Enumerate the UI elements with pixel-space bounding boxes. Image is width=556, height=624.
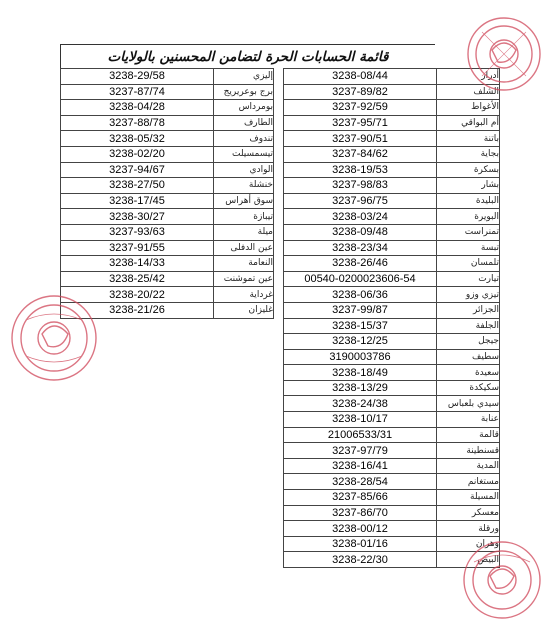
wilaya-name: عنابة [437, 412, 500, 428]
table-row [61, 240, 274, 256]
wilaya-name: الأغواط [437, 100, 500, 116]
table-row [61, 100, 274, 116]
wilaya-name: خنشلة [214, 178, 274, 194]
table-row [284, 271, 500, 287]
account-number: 3237-99/87 [284, 302, 437, 318]
account-number: 21006533/31 [284, 427, 437, 443]
wilaya-name: تيبازة [214, 209, 274, 225]
account-number: 3238-20/22 [61, 287, 214, 303]
account-number: 3237-84/62 [284, 146, 437, 162]
account-number: 3238-21/26 [61, 302, 214, 318]
wilaya-name: بومرداس [214, 100, 274, 116]
table-row [61, 209, 274, 225]
wilaya-name: النعامة [214, 256, 274, 272]
wilaya-name: برج بوعريريج [214, 84, 274, 100]
table-row [284, 256, 500, 272]
wilaya-name: بشار [437, 178, 500, 194]
account-number: 3238-17/45 [61, 193, 214, 209]
account-number: 3238-23/34 [284, 240, 437, 256]
wilaya-name: البليدة [437, 193, 500, 209]
wilaya-name: تيسمسيلت [214, 146, 274, 162]
account-number: 3238-30/27 [61, 209, 214, 225]
account-number: 3238-14/33 [61, 256, 214, 272]
wilaya-name: سطيف [437, 349, 500, 365]
account-number: 3190003786 [284, 349, 437, 365]
table-row [284, 334, 500, 350]
account-number: 3237-95/71 [284, 115, 437, 131]
account-number: 3238-24/38 [284, 396, 437, 412]
wilaya-name: تبسة [437, 240, 500, 256]
wilaya-name: الجزائر [437, 302, 500, 318]
account-number: 3238-18/49 [284, 365, 437, 381]
table-row [284, 162, 500, 178]
wilaya-name: المدية [437, 458, 500, 474]
table-row [284, 224, 500, 240]
wilaya-name: أدرار [437, 69, 500, 85]
wilaya-name: تندوف [214, 131, 274, 147]
account-number: 3237-91/55 [61, 240, 214, 256]
wilaya-name: الشلف [437, 84, 500, 100]
account-number: 3237-97/79 [284, 443, 437, 459]
wilaya-name: تمنراست [437, 224, 500, 240]
official-seal-icon [448, 532, 552, 620]
wilaya-name: سوق أهراس [214, 193, 274, 209]
account-number: 3237-86/70 [284, 505, 437, 521]
account-number: 3238-26/46 [284, 256, 437, 272]
table-row [284, 209, 500, 225]
wilaya-name: عين تموشنت [214, 271, 274, 287]
wilaya-name: قالمة [437, 427, 500, 443]
accounts-table-right-body [284, 69, 500, 568]
wilaya-name: مستغانم [437, 474, 500, 490]
wilaya-name: سيدي بلعباس [437, 396, 500, 412]
account-number: 3237-87/74 [61, 84, 214, 100]
wilaya-name: سعيدة [437, 365, 500, 381]
table-row [284, 412, 500, 428]
account-number: 3238-01/16 [284, 536, 437, 552]
wilaya-name: بجاية [437, 146, 500, 162]
table-row [284, 178, 500, 194]
table-row [61, 162, 274, 178]
account-number: 3238-04/28 [61, 100, 214, 116]
wilaya-name: تيزي وزو [437, 287, 500, 303]
account-number: 3237-89/82 [284, 84, 437, 100]
account-number: 3237-88/78 [61, 115, 214, 131]
table-row [284, 146, 500, 162]
wilaya-name: تيارت [437, 271, 500, 287]
wilaya-name: بسكرة [437, 162, 500, 178]
wilaya-name: ورقلة [437, 521, 500, 537]
account-number: 3237-94/67 [61, 162, 214, 178]
account-number: 3237-96/75 [284, 193, 437, 209]
wilaya-name: البيض [437, 552, 500, 568]
account-number: 3238-02/20 [61, 146, 214, 162]
table-row [284, 505, 500, 521]
wilaya-name: معسكر [437, 505, 500, 521]
document-title: قائمة الحسابات الحرة لتضامن المحسنين بالولايات [60, 44, 435, 69]
accounts-table-left-body [61, 69, 274, 319]
account-number: 3238-09/48 [284, 224, 437, 240]
account-number: 3238-10/17 [284, 412, 437, 428]
table-row [284, 115, 500, 131]
table-row [61, 271, 274, 287]
account-number: 3238-00/12 [284, 521, 437, 537]
wilaya-name: غليزان [214, 302, 274, 318]
wilaya-name: قسنطينة [437, 443, 500, 459]
table-row [284, 443, 500, 459]
account-number: 3238-05/32 [61, 131, 214, 147]
table-row [61, 224, 274, 240]
account-number: 3238-12/25 [284, 334, 437, 350]
wilaya-name: باتنة [437, 131, 500, 147]
account-number: 3238-25/42 [61, 271, 214, 287]
account-number: 3238-22/30 [284, 552, 437, 568]
wilaya-name: المسيلة [437, 490, 500, 506]
wilaya-name: عين الدفلى [214, 240, 274, 256]
wilaya-name: أم البواقي [437, 115, 500, 131]
wilaya-name: الجلفة [437, 318, 500, 334]
table-row [284, 131, 500, 147]
wilaya-name: البويرة [437, 209, 500, 225]
table-row [284, 100, 500, 116]
table-row [61, 69, 274, 85]
table-row [284, 240, 500, 256]
table-row [61, 84, 274, 100]
account-number: 3238-27/50 [61, 178, 214, 194]
account-number: 3238-15/37 [284, 318, 437, 334]
account-number: 3238-16/41 [284, 458, 437, 474]
table-row [284, 380, 500, 396]
account-number: 3238-13/29 [284, 380, 437, 396]
account-number: 3237-85/66 [284, 490, 437, 506]
table-row [61, 193, 274, 209]
account-number: 3237-90/51 [284, 131, 437, 147]
table-row [284, 318, 500, 334]
account-number: 3238-28/54 [284, 474, 437, 490]
table-row [284, 427, 500, 443]
wilaya-name: غرداية [214, 287, 274, 303]
table-row [61, 256, 274, 272]
wilaya-name: سكيكدة [437, 380, 500, 396]
accounts-table-right [283, 68, 500, 568]
wilaya-name: إليزي [214, 69, 274, 85]
table-row [284, 396, 500, 412]
wilaya-name: وهران [437, 536, 500, 552]
table-row [284, 474, 500, 490]
official-seal-icon [6, 290, 102, 386]
table-row [61, 178, 274, 194]
wilaya-name: جيجل [437, 334, 500, 350]
account-number: 3237-92/59 [284, 100, 437, 116]
table-row [61, 146, 274, 162]
account-number: 3238-06/36 [284, 287, 437, 303]
table-row [284, 193, 500, 209]
wilaya-name: الطارف [214, 115, 274, 131]
table-row [284, 458, 500, 474]
account-number: 3238-03/24 [284, 209, 437, 225]
table-row [284, 287, 500, 303]
table-row [284, 349, 500, 365]
account-number: 00540-0200023606-54 [284, 271, 437, 287]
wilaya-name: ميلة [214, 224, 274, 240]
table-row [284, 302, 500, 318]
wilaya-name: الوادي [214, 162, 274, 178]
account-number: 3238-08/44 [284, 69, 437, 85]
official-seal-icon [452, 14, 552, 94]
table-row [61, 115, 274, 131]
wilaya-name: تلمسان [437, 256, 500, 272]
table-row [284, 490, 500, 506]
accounts-table-left [60, 68, 274, 319]
account-number: 3238-19/53 [284, 162, 437, 178]
table-row [284, 365, 500, 381]
account-number: 3238-29/58 [61, 69, 214, 85]
table-row [61, 131, 274, 147]
account-number: 3237-98/83 [284, 178, 437, 194]
account-number: 3237-93/63 [61, 224, 214, 240]
